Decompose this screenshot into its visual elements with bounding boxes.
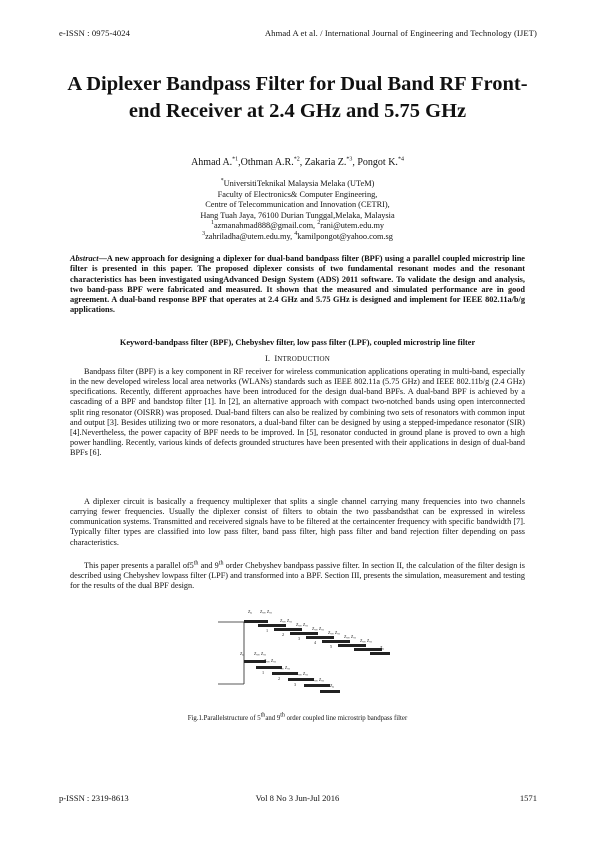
lower-resonators (244, 660, 340, 693)
label-z0: Z₀ (240, 651, 245, 656)
label-number: 1 (266, 628, 269, 633)
footer-issn: p-ISSN : 2319-8613 (59, 793, 129, 803)
abstract-text: —A new approach for designing a diplexer for dual-band bandpass filter (BPF) using a parallel coupled microstrip line filter is presented in this paper. The proposed diplexer consists of two fundamental resonant modes and the resonant characteristics has been investigated usingAdvanced Design System (ADS) 2011 software. To validate the design and analysis, two band-pass BPF were fabricated and measured. It shown that the measured and simulated performance are in good agreement. A dual-band response BPF that operates at 2.4 GHz and 5.75 GHz is designed and implement for IEEE 802.11a/b/g applications. (70, 254, 525, 315)
resonator-bar (354, 648, 382, 651)
email-line-1 (110, 221, 485, 232)
caption-run: Fig.1.Parallelstructure of 5 (187, 715, 261, 722)
author-name: Zakaria Z. (304, 157, 347, 168)
label-z0: Z₀ (248, 609, 253, 614)
label-number: 3 (298, 636, 301, 641)
abstract (70, 254, 525, 316)
coupled-line-filter-diagram (218, 598, 398, 710)
label-zoe: Zₒₑ, Zₒₒ (312, 677, 324, 682)
label-number: 1 (262, 670, 265, 675)
email-mark: 1 (210, 220, 214, 227)
affiliation-centre: Centre of Telecommunication and Innovation (CETRI), (205, 200, 390, 210)
label-zoe: Zₒₑ, Zₒₒ (278, 665, 290, 670)
label-z0: Z₀ (380, 645, 385, 650)
caption-run: order coupled line microstrip bandpass filter (284, 715, 408, 722)
label-zoe: Zₒₑ, Zₒₒ (344, 634, 356, 639)
text-run: and 9 (198, 561, 219, 570)
label-number: 4 (314, 640, 317, 645)
label-zoe: Zₒₑ, Zₒₒ (254, 651, 266, 656)
label-number: 2 (278, 676, 281, 681)
resonator-bar (322, 640, 350, 643)
email-address: zahriladha@utem.edu.my, (205, 231, 293, 241)
email-address: rani@utem.edu.my (320, 221, 385, 231)
author-name: Pongot K. (357, 157, 398, 168)
resonator-bar (304, 684, 330, 687)
resonator-bar (274, 628, 302, 631)
label-zoe: Zₒₑ, Zₒₒ (280, 618, 292, 623)
ordinal-suffix: th (218, 560, 224, 567)
paragraph-text: Bandpass filter (BPF) is a key component in RF receiver for wireless communication applications operating in multi-band, especially in the new developed wireless local area networks (WLANs) standards such as IEEE 802.11a (5.75 GHz) and IEEE 802.11b/g (2.4 GHz) specifications. Recently, different approaches have been introduced for the design dual-band BPFs. A dual-band BPF is achieved by a cascading of a BPF and bandstop filter [1]. In [2], an alternative approach with compact two-notched bands using open interconnected split ring resonator (OISRR) was proposed. Dual-band filters can also be realized by combining two sets of resonators with common input and output [3]. Besides utilizing two or more resonators, a dual-band filter can be designed by using a stepped-impedance resonator (SIR) [4].Nevertheless, the power capacity of BPF needs to be improved. In [5], resonator conducted in ground plane is proved to own a high power handling. Recently, various kinds of defects grounded structures have been presented with their applications in design of dual-band BPFs [6]. (70, 367, 525, 458)
resonator-bar (306, 636, 334, 639)
intro-paragraph-3 (70, 561, 525, 591)
author-mark: *3 (346, 156, 353, 163)
affiliation-block (110, 179, 485, 243)
resonator-bar (288, 678, 314, 681)
text-run: This paper presents a parallel of5 (84, 561, 194, 570)
resonator-bar (258, 624, 286, 627)
label-zoe: Zₒₑ, Zₒₒ (312, 626, 324, 631)
email-address: azmanahmad888@gmail.com, (213, 221, 316, 231)
footer-volume: Vol 8 No 3 Jun-Jul 2016 (255, 793, 340, 803)
label-number: 5 (330, 644, 333, 649)
affiliation-address: Hang Tuah Jaya, 76100 Durian Tunggal,Melaka, Malaysia (200, 210, 395, 220)
email-line-2 (110, 232, 485, 243)
section-heading-introduction (70, 353, 525, 363)
header-issn: e-ISSN : 0975-4024 (59, 28, 131, 38)
paragraph-text (70, 561, 525, 591)
ordinal-suffix: th (193, 560, 199, 567)
resonator-bar (290, 632, 318, 635)
email-mark: 3 (202, 231, 206, 238)
resonator-bar (244, 620, 268, 623)
resonator-bar (272, 672, 298, 675)
text-run: order Chebyshev bandpass passive filter. In section II, the calculation of the filter design is described using Chebyshev lowpass filter (LPF) and transformed into a BPF. Section III, presents the simulation, measurement and testing for the results of the dual BPF design. (70, 561, 525, 591)
figure-caption (60, 712, 535, 722)
keywords: Keyword-bandpass filter (BPF), Chebyshev filter, low pass filter (LPF), coupled microstrip line filter (119, 338, 476, 347)
label-zoe: Zₒₑ, Zₒₒ (296, 671, 308, 676)
label-number: 2 (282, 632, 285, 637)
resonator-bar (338, 644, 366, 647)
university-name: UniversitiTeknikal Malaysia Melaka (UTeM) (223, 179, 375, 188)
page-number: 1571 (519, 793, 537, 803)
intro-paragraph-1 (70, 367, 525, 458)
label-zoe: Zₒₑ, Zₒₒ (360, 638, 372, 643)
author-mark: *2 (293, 156, 300, 163)
ordinal-suffix: th (280, 712, 285, 719)
section-title-initial: I (274, 353, 278, 363)
label-zoe: Zₒₑ, Zₒₒ (296, 622, 308, 627)
paper-title: A Diplexer Bandpass Filter for Dual Band RF Front-end Receiver at 2.4 GHz and 5.75 GHz (67, 73, 528, 122)
affiliation-university (110, 179, 485, 190)
ordinal-suffix: th (260, 712, 266, 719)
author-mark: *4 (397, 156, 404, 163)
resonator-bar (320, 690, 340, 693)
author-name: Ahmad A. (191, 157, 233, 168)
email-address: kamilpongot@yahoo.com.sg (297, 231, 393, 241)
section-title-rest: NTRODUCTION (277, 355, 330, 363)
intro-paragraph-2 (70, 497, 525, 548)
affiliation-faculty: Faculty of Electronics& Computer Engineering, (217, 189, 378, 199)
section-number: I. (265, 353, 271, 363)
author-mark: *1 (232, 156, 239, 163)
caption-run: and 9 (265, 715, 281, 722)
label-number: 3 (294, 682, 297, 687)
abstract-lead: Abstract (70, 254, 99, 263)
author-name: Othman A.R. (240, 157, 294, 168)
paragraph-text: A diplexer circuit is basically a frequency multiplexer that splits a single channel carrying many frequencies into two channels carrying fewer frequencies. Usually the diplexer consist of filters to obtain the two passbandsthat can be expressed in wireless communication systems. Transmitted and receivered signals have to be filtered at the certaincenter frequency with specific bandwidth [7]. Typically filter types are classified into low pass filter, band pass filter, high pass filter and band rejection filter depending on pass characteristics. (70, 497, 525, 547)
header-journal: Ahmad A et al. / International Journal of Engineering and Technology (IJET) (264, 28, 537, 38)
email-mark: 4 (294, 231, 298, 238)
author-list: Ahmad A.$^{*1}$,Othman A.R.$^{*2}$, Zakaria Z.$^{*3}$, Pongot K.$^{*4}$ (191, 156, 404, 168)
label-zoe: Zₒₑ, Zₒₒ (260, 609, 272, 614)
resonator-bar (244, 660, 266, 663)
label-z0: Z₀ (330, 683, 335, 688)
email-mark: 2 (317, 220, 321, 227)
resonator-bar (370, 652, 390, 655)
affiliation-mark: * (220, 178, 224, 185)
label-zoe: Zₒₑ, Zₒₒ (264, 658, 276, 663)
label-zoe: Zₒₑ, Zₒₒ (328, 630, 340, 635)
